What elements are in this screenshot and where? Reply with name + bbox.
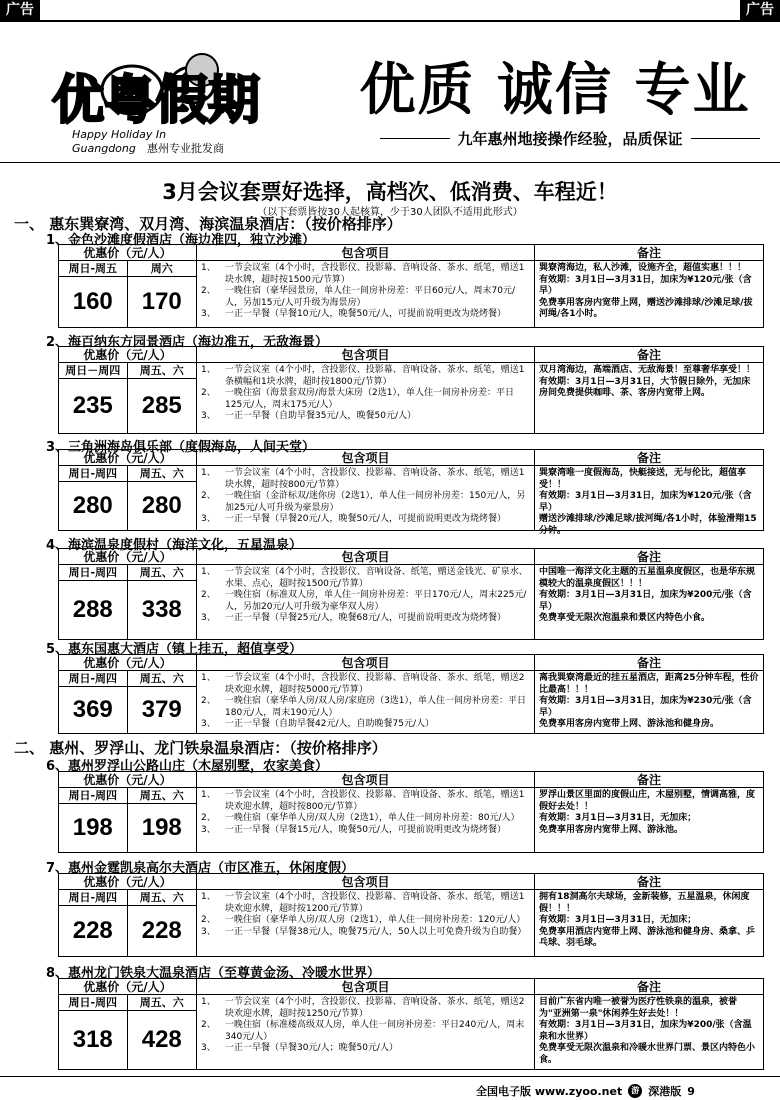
item-number: 2、 xyxy=(201,696,216,706)
item-text: 一晚住宿（豪华单人房/双人房/家庭房（3选1），单人住一间房补房差：平日180元/人，周末190元/人） xyxy=(225,696,527,718)
item-text: 一正一早餐（自助早餐35元/人，晚餐50元/人） xyxy=(225,411,416,421)
items-cell xyxy=(197,261,535,327)
footer-rule xyxy=(0,1076,780,1077)
header-remark: 备注 xyxy=(636,980,661,994)
list-item xyxy=(201,673,530,696)
table-header xyxy=(59,245,763,261)
item-number: 3、 xyxy=(201,613,216,623)
item-text: 一节会议室（4个小时，含投影仪、投影幕、音响设备、茶水、纸笔，赠送1块欢迎水牌，超时按1200元/节算） xyxy=(225,892,525,914)
price-values xyxy=(59,1011,196,1069)
remark-cell xyxy=(535,261,763,327)
table-body xyxy=(59,261,763,327)
hotel-table xyxy=(58,873,764,957)
item-text: 一正一早餐（早餐20元/人，晚餐50元/人，可提前说明更改为烧烤餐） xyxy=(225,514,506,524)
items-cell xyxy=(197,363,535,433)
header-items: 包含项目 xyxy=(197,979,535,994)
table-body xyxy=(59,466,763,536)
footer-text: 全国电子版 www.zyoo.net xyxy=(476,1085,623,1098)
header-price: 优惠价（元/人） xyxy=(59,549,197,564)
hotel-name: 2、海百纳东方园景酒店（海边准五，无敌海景） xyxy=(46,335,329,350)
items-list xyxy=(201,468,530,526)
remark-cell xyxy=(535,363,763,433)
item-number: 3、 xyxy=(201,514,216,524)
item-text: 一晚住宿（豪华园景房，单人住一间房补房差：平日60元/人，周末70元/人，另加15元/人可升级为海景房） xyxy=(225,286,515,308)
item-number: 1、 xyxy=(201,790,216,800)
items-cell xyxy=(197,466,535,530)
remark-line: 离我巽寮湾最近的挂五星酒店，距离25分钟车程，性价比最高！！！ xyxy=(539,673,759,695)
price-cell xyxy=(59,890,197,956)
items-cell xyxy=(197,788,535,852)
remark-line: 有效期：3月1日—3月31日，无加床； xyxy=(539,813,697,823)
table-header xyxy=(59,655,763,671)
hotel-name: 8、惠州龙门铁泉大温泉酒店（至尊黄金汤、冷暖水世界） xyxy=(46,966,381,981)
header-items: 包含项目 xyxy=(197,245,535,260)
table-header xyxy=(59,549,763,565)
item-number: 3、 xyxy=(201,926,216,937)
item-text: 一节会议室（4个小时，含投影仪、投影幕、音响设备、茶水、纸笔，赠送1块欢迎水牌，超时按800元/节算） xyxy=(225,790,525,812)
table-body xyxy=(59,788,763,852)
table-header xyxy=(59,979,763,995)
footer xyxy=(476,1083,695,1099)
item-number: 1、 xyxy=(201,997,216,1007)
hotel-table xyxy=(58,771,764,853)
price-label-weekday: 周日-周四 xyxy=(59,565,128,580)
dash-left xyxy=(380,138,450,139)
price-cell xyxy=(59,671,197,733)
items-list xyxy=(201,365,530,423)
item-number: 1、 xyxy=(201,365,216,375)
price-labels xyxy=(59,363,196,379)
remark-line: 有效期：3月1日—3月31日，加床为¥120元/张（含早） xyxy=(539,274,752,296)
hotel-name: 3、三角洲海岛俱乐部（度假海岛，人间天堂） xyxy=(46,440,316,455)
price-weekday: 160 xyxy=(59,277,128,327)
item-text: 一晚住宿（标准楼高级双人房，单人住一间房补房差：平日240元/人，周末340元/人） xyxy=(225,1020,525,1042)
items-list xyxy=(201,892,530,938)
list-item xyxy=(201,309,530,321)
logo-en2: Guangdong xyxy=(72,142,136,155)
list-item xyxy=(201,491,530,514)
item-number: 1、 xyxy=(201,263,216,273)
price-weekday: 235 xyxy=(59,379,128,433)
remark-line: 免费享用客房内宽带上网，赠送沙滩排球/沙滩足球/拔河绳/各1小时。 xyxy=(539,297,753,319)
remark-line: 免费享用客房内宽带上网、游泳池和健身房。 xyxy=(539,719,720,729)
list-item xyxy=(201,1020,530,1043)
header-price: 优惠价（元/人） xyxy=(59,655,197,670)
remark-cell xyxy=(535,466,763,536)
price-labels xyxy=(59,671,196,687)
item-text: 一正一早餐（自助早餐42元/人，自助晚餐75元/人） xyxy=(225,719,434,729)
header-remark: 备注 xyxy=(636,246,661,260)
remark-line: 目前广东省内唯一被誉为医疗性铁泉的温泉，被誉为"亚洲第一泉"休闲养生好去处！！ xyxy=(539,997,738,1019)
price-weekend: 198 xyxy=(141,814,182,841)
price-labels xyxy=(59,565,196,581)
price-weekend: 379 xyxy=(141,696,182,723)
table-body xyxy=(59,565,763,639)
header-price: 优惠价（元/人） xyxy=(59,772,197,787)
dash-right xyxy=(691,138,761,139)
item-text: 一正一早餐（早餐25元/人，晚餐68元/人，可提前说明更改为烧烤餐） xyxy=(225,613,506,623)
table-header xyxy=(59,874,763,890)
price-label-weekday: 周日-周五 xyxy=(59,261,128,276)
price-values xyxy=(59,379,196,433)
price-label-weekday: 周日－周四 xyxy=(59,363,128,378)
price-weekday: 318 xyxy=(59,1011,128,1069)
price-labels xyxy=(59,995,196,1011)
list-item xyxy=(201,590,530,613)
remark-cell xyxy=(535,671,763,733)
list-item xyxy=(201,613,530,625)
price-label-weekend: 周五、六 xyxy=(139,890,184,904)
item-number: 3、 xyxy=(201,719,216,729)
table-header xyxy=(59,772,763,788)
item-text: 一节会议室（4个小时，含投影仪、投影幕、音响设备、茶水、纸笔，赠送2块欢迎水牌，超时按1250元/节算） xyxy=(225,997,525,1019)
logo xyxy=(42,30,332,160)
remark-line: 免费享用客房内宽带上网、游泳池。 xyxy=(539,824,684,835)
price-values xyxy=(59,277,196,327)
table-header xyxy=(59,347,763,363)
remark-line: 拥有18洞高尔夫球场，金新装修，五星温泉，休闲度假！！！ xyxy=(539,892,750,914)
hotel-table xyxy=(58,654,764,734)
item-text: 一正一早餐（早餐30元/人；晚餐50元/人） xyxy=(225,1043,398,1053)
item-text: 一节会议室（4个小时，含投影仪、投影幕、音响设备、茶水、纸笔，赠送1条横幅和1块水牌，超时按1800元/节算） xyxy=(225,365,525,387)
top-rule xyxy=(0,20,780,22)
item-number: 3、 xyxy=(201,824,216,835)
price-label-weekday: 周日-周四 xyxy=(59,671,128,686)
remark-line: 赠送沙滩排球/沙滩足球/拔河绳/各1小时，体验滑翔15分钟。 xyxy=(539,514,757,536)
header-remark: 备注 xyxy=(636,656,661,670)
price-values xyxy=(59,482,196,530)
header-remark: 备注 xyxy=(636,875,661,889)
item-number: 2、 xyxy=(201,1020,216,1030)
price-weekend: 338 xyxy=(141,596,182,623)
item-text: 一晚住宿（标准双人房，单人住一间房补房差：平日170元/人，周末225元/人，另加20元/人可升级为豪华双人房） xyxy=(225,590,527,612)
price-weekday: 228 xyxy=(59,906,128,956)
remark-cell xyxy=(535,565,763,639)
item-text: 一正一早餐（早餐38元/人，晚餐75元/人，50人以上可免费升级为自助餐） xyxy=(225,926,527,937)
header-remark: 备注 xyxy=(636,550,661,564)
price-cell xyxy=(59,788,197,852)
logo-en1: Happy Holiday In xyxy=(72,128,167,141)
section-title-1: 一、 惠东巽寮湾、双月湾、海滨温泉酒店：（按价格排序） xyxy=(14,215,402,233)
price-label-weekend: 周五、六 xyxy=(139,565,184,579)
price-weekday: 369 xyxy=(59,687,128,733)
price-cell xyxy=(59,466,197,530)
list-item xyxy=(201,365,530,388)
list-item xyxy=(201,719,530,731)
list-item xyxy=(201,790,530,813)
items-cell xyxy=(197,995,535,1069)
list-item xyxy=(201,813,530,825)
items-list xyxy=(201,263,530,321)
remark-cell xyxy=(535,788,763,852)
remark-line: 双月湾海边，高端酒店、无敌海景！至尊奢华享受！！ xyxy=(539,365,756,375)
item-number: 3、 xyxy=(201,411,216,421)
table-body xyxy=(59,995,763,1069)
hotel-table xyxy=(58,978,764,1070)
item-text: 一正一早餐（早餐15元/人，晚餐50元/人，可提前说明更改为烧烤餐） xyxy=(225,824,506,835)
list-item xyxy=(201,411,530,423)
price-label-weekday: 周日-周四 xyxy=(59,788,128,803)
remark-line: 巽寮湾唯一度假海岛，快艇接送，无与伦比，超值享受！！ xyxy=(539,468,747,490)
header-items: 包含项目 xyxy=(197,347,535,362)
price-values xyxy=(59,581,196,639)
price-weekend: 228 xyxy=(141,917,182,944)
item-number: 1、 xyxy=(201,892,216,902)
table-body xyxy=(59,671,763,733)
logo-main-text: 优粤假期 xyxy=(52,71,261,131)
item-text: 一晚住宿（豪华单人房/双人房（2选1），单人住一间房补房差：120元/人） xyxy=(225,915,526,925)
items-cell xyxy=(197,565,535,639)
item-number: 1、 xyxy=(201,673,216,683)
footer-badge-icon: 游 xyxy=(628,1084,642,1098)
remark-cell xyxy=(535,890,763,956)
header-price: 优惠价（元/人） xyxy=(59,979,197,994)
remark-line: 免费享受无限次泡温泉和景区内特色小食。 xyxy=(539,613,711,623)
item-text: 一节会议室（4个小时，含投影仪、投影幕、音响设备、茶水、纸笔，赠送1块水牌，超时按1500元/节算） xyxy=(225,263,525,285)
header-items: 包含项目 xyxy=(197,450,535,465)
list-item xyxy=(201,915,530,927)
header-remark: 备注 xyxy=(636,348,661,362)
price-label-weekend: 周五、六 xyxy=(139,788,184,802)
remark-line: 有效期：3月1日—3月31日，无加床； xyxy=(539,915,697,925)
header-items: 包含项目 xyxy=(197,874,535,889)
remark-line: 罗浮山景区里面的度假山庄，木屋别墅，情调高雅，度假好去处！！ xyxy=(539,790,756,812)
table-body xyxy=(59,890,763,956)
list-item xyxy=(201,468,530,491)
hotel-table xyxy=(58,244,764,328)
hotel-table xyxy=(58,449,764,536)
price-labels xyxy=(59,261,196,277)
item-number: 3、 xyxy=(201,309,216,319)
header-items: 包含项目 xyxy=(197,549,535,564)
remark-line: 有效期：3月1日—3月31日，大节假日除外，无加床 xyxy=(539,376,751,387)
price-cell xyxy=(59,565,197,639)
price-label-weekend: 周五、六 xyxy=(139,466,184,480)
item-text: 一晚住宿（豪华单人房/双人房（2选1），单人住一间房补房差：80元/人） xyxy=(225,813,520,823)
item-text: 一晚住宿（海景套双房/海景大床房（2选1），单人住一间房补房差：平日125元/人，周末175元/人） xyxy=(225,388,514,410)
list-item xyxy=(201,825,530,837)
price-label-weekend: 周六 xyxy=(150,261,173,275)
logo-graphic xyxy=(42,30,332,160)
price-cell xyxy=(59,363,197,433)
list-item xyxy=(201,1043,530,1055)
item-text: 一正一早餐（早餐10元/人，晚餐50元/人，可提前说明更改为烧烤餐） xyxy=(225,309,506,319)
header-rule xyxy=(0,162,780,163)
remark-line: 有效期：3月1日—3月31日，加床为¥200元/张（含早） xyxy=(539,590,752,612)
hotel-name: 5、惠东国惠大酒店（镇上挂五，超值享受） xyxy=(46,642,303,657)
price-label-weekend: 周五、六 xyxy=(139,363,184,377)
remark-line: 中国唯一海洋文化主题的五星温泉度假区，也是华东规模较大的温泉度假区！！！ xyxy=(539,567,756,589)
price-label-weekday: 周日-周四 xyxy=(59,995,128,1010)
header-price: 优惠价（元/人） xyxy=(59,450,197,465)
price-label-weekday: 周日-周四 xyxy=(59,890,128,905)
item-text: 一晚住宿（金浒标双/迷你房（2选1），单人住一间房补房差：150元/人，另加25元/人可升级为豪景房） xyxy=(225,491,526,513)
price-labels xyxy=(59,788,196,804)
price-weekend: 428 xyxy=(141,1026,182,1053)
footer-edition: 深港版 xyxy=(648,1085,682,1098)
price-label-weekend: 周五、六 xyxy=(139,995,184,1009)
subslogan: 九年惠州地接操作经验，品质保证 xyxy=(457,130,683,148)
header-price: 优惠价（元/人） xyxy=(59,347,197,362)
price-labels xyxy=(59,466,196,482)
item-text: 一节会议室（4个小时，含投影仪、投影幕、音响设备、茶水、纸笔，赠送1块水牌，超时按800元/节算） xyxy=(225,468,525,490)
remark-line: 有效期：3月1日—3月31日，加床为¥120元/张（含早） xyxy=(539,491,752,513)
ad-label-right: 广告 xyxy=(740,0,780,20)
list-item xyxy=(201,997,530,1020)
items-list xyxy=(201,567,530,625)
item-number: 1、 xyxy=(201,468,216,478)
item-number: 1、 xyxy=(201,567,216,577)
section-title-2: 二、 惠州、罗浮山、龙门铁泉温泉酒店：（按价格排序） xyxy=(14,739,387,757)
remark-cell xyxy=(535,995,763,1069)
header-items: 包含项目 xyxy=(197,655,535,670)
list-item xyxy=(201,514,530,526)
price-values xyxy=(59,687,196,733)
items-cell xyxy=(197,890,535,956)
price-weekday: 198 xyxy=(59,804,128,852)
price-weekend: 280 xyxy=(141,492,182,519)
ad-label-left: 广告 xyxy=(0,0,40,20)
items-list xyxy=(201,673,530,731)
price-weekday: 288 xyxy=(59,581,128,639)
item-number: 2、 xyxy=(201,915,216,925)
header-remark: 备注 xyxy=(636,451,661,465)
price-weekday: 280 xyxy=(59,482,128,530)
price-labels xyxy=(59,890,196,906)
list-item xyxy=(201,696,530,719)
hotel-name: 7、惠州金霆凯泉高尔夫酒店（市区准五，休闲度假） xyxy=(46,861,355,876)
item-number: 2、 xyxy=(201,813,216,823)
items-list xyxy=(201,997,530,1055)
price-weekend: 285 xyxy=(141,392,182,419)
hotel-table xyxy=(58,346,764,434)
item-number: 3、 xyxy=(201,1043,216,1053)
item-number: 2、 xyxy=(201,286,216,296)
remark-line: 有效期：3月1日—3月31日，加床为¥200/张（含温泉和水世界） xyxy=(539,1020,752,1042)
table-body xyxy=(59,363,763,433)
list-item xyxy=(201,567,530,590)
item-text: 一节会议室（4个小时，含投影仪、投影幕、音响设备、茶水、纸笔，赠送2块欢迎水牌，超时按5000元/节算） xyxy=(225,673,525,695)
remark-line: 免费享用酒店内宽带上网、游泳池和健身房、桑拿、乒乓球、羽毛球。 xyxy=(539,926,756,948)
table-header xyxy=(59,450,763,466)
header-remark: 备注 xyxy=(636,773,661,787)
item-number: 2、 xyxy=(201,491,216,501)
subslogan-row xyxy=(380,128,760,149)
list-item xyxy=(201,927,530,939)
item-number: 2、 xyxy=(201,388,216,398)
price-cell xyxy=(59,261,197,327)
note: （以下套票皆按30人起核算，少于30人团队不适用此形式） xyxy=(257,207,523,218)
item-text: 一节会议室（4个小时，含投影仪、音响设备、纸笔，赠送金钱光、矿泉水、水果、点心，超时按1500元/节算） xyxy=(225,567,528,589)
list-item xyxy=(201,263,530,286)
price-values xyxy=(59,906,196,956)
headline: 3月会议套票好选择，高档次、低消费、车程近！ xyxy=(162,180,618,204)
list-item xyxy=(201,892,530,915)
header-items: 包含项目 xyxy=(197,772,535,787)
list-item xyxy=(201,388,530,411)
header-price: 优惠价（元/人） xyxy=(59,874,197,889)
remark-line: 巽寮湾海边，私人沙滩，设施齐全，超值实惠！！！ xyxy=(539,263,747,273)
price-values xyxy=(59,804,196,852)
price-label-weekend: 周五、六 xyxy=(139,671,184,685)
logo-sub: 惠州专业批发商 xyxy=(147,142,224,155)
item-number: 2、 xyxy=(201,590,216,600)
items-cell xyxy=(197,671,535,733)
remark-line: 有效期：3月1日—3月31日，加床为¥230元/张（含早） xyxy=(539,696,752,718)
hotel-name: 1、金色沙滩度假酒店（海边准四，独立沙滩） xyxy=(46,233,316,248)
header-price: 优惠价（元/人） xyxy=(59,245,197,260)
price-label-weekday: 周日-周四 xyxy=(59,466,128,481)
remark-line: 免费享受无限次温泉和冷暖水世界门票、景区内特色小食。 xyxy=(539,1043,756,1065)
footer-page-number: 9 xyxy=(687,1084,695,1098)
list-item xyxy=(201,286,530,309)
hotel-name: 6、惠州罗浮山公路山庄（木屋别墅，农家美食） xyxy=(46,759,329,774)
hotel-table xyxy=(58,548,764,640)
price-cell xyxy=(59,995,197,1069)
remark-line: 房间免费提供咖啡、茶、客房内宽带上网。 xyxy=(539,388,711,398)
slogan: 优质 诚信 专业 xyxy=(359,57,751,123)
hotel-name: 4、海滨温泉度假村（海洋文化，五星温泉） xyxy=(46,538,303,553)
price-weekend: 170 xyxy=(141,288,182,315)
items-list xyxy=(201,790,530,836)
